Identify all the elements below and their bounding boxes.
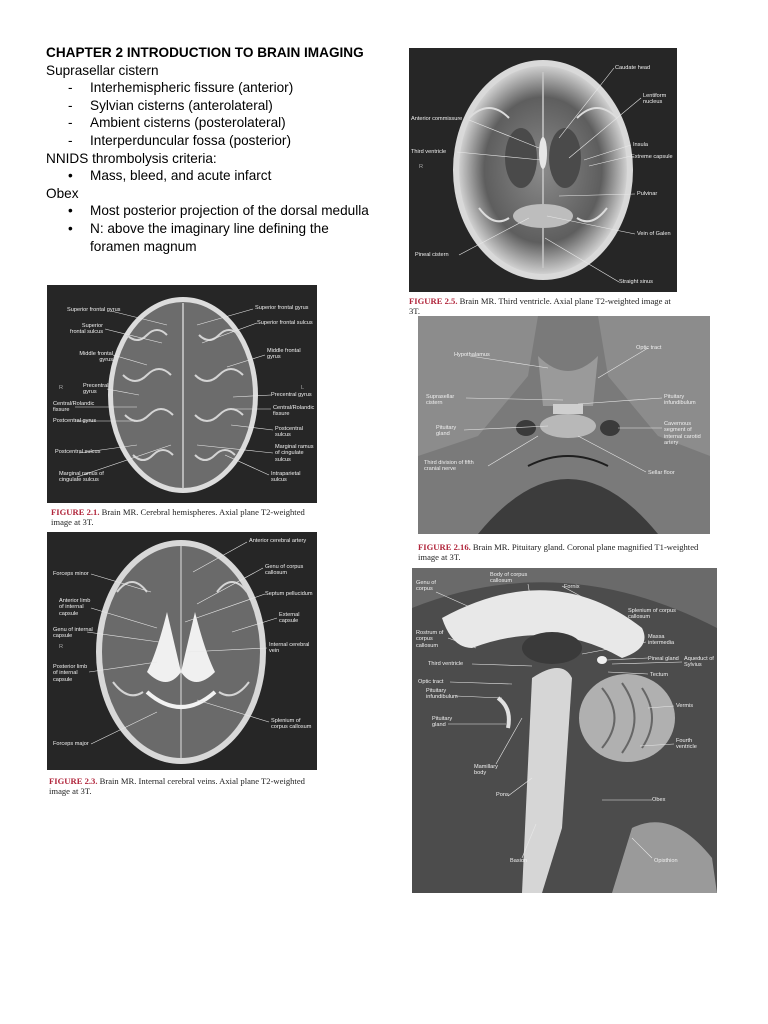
section-heading: NNIDS thrombolysis criteria: — [46, 150, 217, 166]
label-middle-frontal-gyrus-left: Middle frontal gyrus — [79, 351, 113, 364]
section-heading: Obex — [46, 185, 79, 201]
caption-text: Brain MR. Cerebral hemispheres. Axial plane T2-weighted image at 3T. — [51, 507, 305, 527]
label-middle-frontal-gyrus-right: Middle frontal gyrus — [267, 348, 301, 361]
label-basion: Basion — [510, 858, 528, 864]
coronal-mri-pituitary — [418, 316, 710, 534]
list-item: - Sylvian cisterns (anterolateral) — [68, 97, 273, 113]
label-fornix: Fornix — [564, 584, 580, 590]
study-notes — [46, 44, 376, 255]
label-vein-of-galen: Vein of Galen — [637, 231, 671, 237]
bullet-list — [46, 79, 376, 149]
label-forceps-minor: Forceps minor — [53, 571, 89, 577]
label-marginal-ramus-right: Marginal ramus of cingulate sulcus — [275, 444, 314, 463]
axial-mri-third-ventricle — [409, 48, 677, 292]
label-optic-tract: Optic tract — [418, 679, 444, 685]
label-posterior-limb-internal-capsule: Posterior limb of internal capsule — [53, 664, 88, 683]
caption-text: Brain MR. Internal cerebral veins. Axial plane T2-weighted image at 3T. — [49, 776, 305, 796]
label-pituitary-infundibulum: Pituitary infundibulum — [664, 394, 696, 407]
figure-2-1 — [47, 285, 317, 530]
figure-number: FIGURE 2.3. — [49, 776, 98, 786]
label-central-fissure-right: Central/Rolandic fissure — [273, 405, 315, 418]
figure-caption — [51, 507, 315, 527]
figure-number: FIGURE 2.5. — [409, 296, 458, 306]
label-sellar-floor: Sellar floor — [648, 470, 675, 476]
label-genu-internal-capsule: Genu of internal capsule — [53, 627, 93, 640]
label-splenium-corpus-callosum: Splenium of corpus callosum — [271, 718, 312, 731]
bullet-marker: • — [68, 203, 73, 219]
figure-caption — [418, 542, 710, 562]
label-anterior-cerebral-artery: Anterior cerebral artery — [249, 538, 307, 544]
bullet-list — [46, 167, 376, 185]
label-pons: Pons — [496, 792, 509, 798]
sagittal-mri-midline — [412, 568, 717, 893]
list-item: • Mass, bleed, and acute infarct — [68, 168, 272, 184]
label-cavernous-ica: Cavernous segment of internal carotid artery — [664, 421, 701, 447]
list-item: - Interhemispheric fissure (anterior) — [68, 80, 294, 96]
dash-marker: - — [68, 132, 73, 148]
label-pineal-cistern: Pineal cistern — [415, 252, 449, 258]
label-pituitary-gland: Pituitary gland — [436, 425, 457, 438]
bullet-marker: • — [68, 220, 73, 236]
list-item: • N: above the imaginary line defining the foramen magnum — [68, 220, 329, 254]
figure-number: FIGURE 2.1. — [51, 507, 100, 517]
notes-section-obex — [46, 185, 376, 255]
figure-2-3 — [47, 532, 319, 804]
label-straight-sinus: Straight sinus — [619, 279, 653, 285]
label-tectum: Tectum — [650, 672, 669, 678]
label-third-ventricle: Third ventricle — [411, 149, 447, 155]
side-marker: R — [59, 644, 64, 650]
label-massa-intermedia: Massa intermedia — [648, 634, 675, 647]
notes-section-nnids — [46, 150, 376, 185]
label-pulvinar: Pulvinar — [637, 191, 658, 197]
label-postcentral-sulcus-left: Postcentral sulcus — [55, 449, 101, 455]
label-pituitary-infundibulum: Pituitary infundibulum — [426, 688, 458, 701]
side-marker: R — [419, 164, 424, 170]
side-marker-left: R — [59, 385, 64, 391]
label-pituitary-gland: Pituitary gland — [432, 716, 453, 729]
label-splenium-corpus-callosum: Splenium of corpus callosum — [628, 608, 676, 621]
label-extreme-capsule: Extreme capsule — [631, 154, 673, 160]
label-external-capsule: External capsule — [279, 612, 300, 625]
label-anterior-commissure: Anterior commissure — [411, 116, 463, 122]
list-item: • Most posterior projection of the dorsal medulla — [68, 203, 369, 219]
dash-marker: - — [68, 97, 73, 113]
bullet-marker: • — [68, 168, 73, 184]
label-vermis: Vermis — [676, 703, 694, 709]
label-opisthion: Opisthion — [654, 858, 678, 864]
label-optic-tract: Optic tract — [636, 345, 662, 351]
label-postcentral-gyrus: Postcentral gyrus — [53, 418, 97, 424]
label-aqueduct-of-sylvius: Aqueduct of Sylvius — [684, 656, 714, 669]
label-superior-frontal-sulcus-left: Superior frontal sulcus — [70, 323, 103, 336]
section-heading: Suprasellar cistern — [46, 62, 159, 78]
label-third-division-fifth-nerve: Third division of fifth cranial nerve — [424, 460, 474, 473]
figure-number: FIGURE 2.16. — [418, 542, 471, 552]
caption-text: Brain MR. Pituitary gland. Coronal plane magnified T1-weighted image at 3T. — [418, 542, 699, 562]
figure-sagittal — [412, 568, 717, 893]
label-fourth-ventricle: Fourth ventricle — [676, 738, 697, 751]
figure-2-5 — [409, 48, 677, 316]
label-lentiform-nucleus: Lentiform nucleus — [643, 93, 667, 106]
figure-caption — [49, 776, 315, 796]
label-precentral-gyrus-right: Precentral gyrus — [271, 392, 312, 398]
label-body-corpus-callosum: Body of corpus callosum — [490, 572, 528, 585]
label-postcentral-sulcus-right: Postcentral sulcus — [275, 426, 303, 439]
label-intraparietal-sulcus: Intraparietal sulcus — [271, 471, 301, 484]
label-genu-corpus-callosum: Genu of corpus callosum — [265, 564, 304, 577]
side-marker-right: L — [301, 385, 305, 391]
label-caudate-head: Caudate head — [615, 65, 651, 71]
label-mamillary-body: Mamillary body — [474, 764, 498, 777]
label-superior-frontal-gyrus-right: Superior frontal gyrus — [255, 305, 309, 311]
chapter-title: CHAPTER 2 INTRODUCTION TO BRAIN IMAGING — [46, 45, 364, 60]
label-pineal-gland: Pineal gland — [648, 656, 679, 662]
label-marginal-ramus-left: Marginal ramus of cingulate sulcus — [59, 471, 104, 484]
mri-image — [409, 48, 677, 292]
label-rostrum-corpus-callosum: Rostrum of corpus callosum — [416, 630, 444, 649]
label-septum-pellucidum: Septum pellucidum — [265, 591, 313, 597]
label-superior-frontal-gyrus-left: Superior frontal gyrus — [67, 307, 121, 313]
bullet-list — [46, 202, 376, 255]
label-internal-cerebral-vein: Internal cerebral vein — [269, 642, 310, 655]
label-precentral-gyrus-left: Precentral gyrus — [83, 383, 109, 396]
axial-mri-internal-cerebral-veins — [47, 532, 317, 770]
dash-marker: - — [68, 115, 73, 131]
label-forceps-major: Forceps major — [53, 741, 89, 747]
list-item: - Interperduncular fossa (posterior) — [68, 132, 291, 148]
figure-caption — [409, 296, 677, 316]
list-item: - Ambient cisterns (posterolateral) — [68, 115, 286, 131]
label-superior-frontal-sulcus-right: Superior frontal sulcus — [257, 320, 313, 326]
label-anterior-limb-internal-capsule: Anterior limb of internal capsule — [59, 598, 91, 617]
label-obex: Obex — [652, 797, 666, 803]
dash-marker: - — [68, 80, 73, 96]
caption-text: Brain MR. Third ventricle. Axial plane T2-weighted image at 3T. — [409, 296, 671, 316]
label-third-ventricle: Third ventricle — [428, 661, 464, 667]
label-central-fissure-left: Central/Rolandic fissure — [53, 401, 95, 414]
figure-2-16 — [418, 316, 712, 566]
label-insula: Insula — [633, 142, 648, 148]
label-hypothalamus: Hypothalamus — [454, 352, 490, 358]
notes-section-suprasellar — [46, 62, 376, 150]
label-suprasellar-cistern: Suprasellar cistern — [426, 394, 455, 407]
label-genu-corpus: Genu of corpus — [416, 580, 436, 593]
axial-mri-cerebral-hemispheres — [47, 285, 317, 503]
